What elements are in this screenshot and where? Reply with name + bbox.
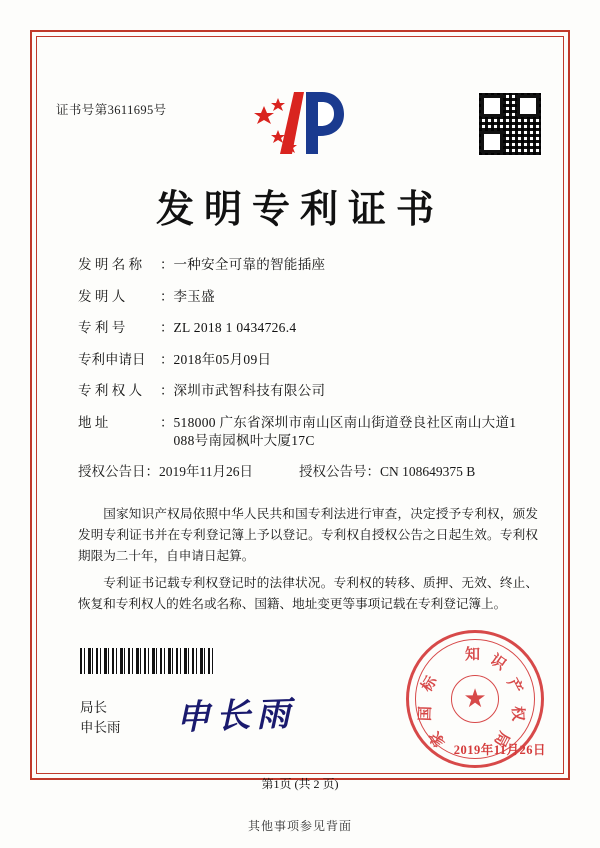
field-row-grant: [78, 463, 540, 481]
qr-code-icon: [478, 92, 542, 156]
field-label: 专 利 号: [78, 320, 126, 335]
address-line-1: 518000 广东省深圳市南山区南山街道登良社区南山大道1: [173, 414, 517, 430]
field-label: 发 明 名 称: [78, 257, 143, 272]
certificate-number: 证书号第3611695号: [56, 103, 167, 117]
field-label: 专利申请日: [78, 351, 146, 367]
signature-role: 局长: [80, 700, 107, 715]
seal-char-1: 知: [465, 647, 481, 663]
grant-number-value: CN 108649375 B: [380, 464, 476, 479]
seal-char-6: 家: [427, 728, 449, 750]
field-label: 地 址: [78, 414, 109, 430]
field-label: 专 利 权 人: [78, 383, 143, 398]
field-value: 一种安全可靠的智能插座: [173, 257, 326, 272]
grant-date-group: 授权公告日：2019年11月26日: [78, 464, 253, 479]
seal-char-8: 标: [419, 673, 441, 695]
field-row-patentee: [78, 382, 540, 400]
signature-block: [80, 698, 121, 738]
seal-char-4: 权: [508, 705, 526, 722]
grant-date-value: 2019年11月26日: [159, 464, 253, 479]
field-value: 深圳市武智科技有限公司: [173, 383, 326, 398]
footer-note: 其他事项参见背面: [247, 819, 352, 833]
barcode-icon: [80, 648, 216, 674]
field-colon: ：: [160, 257, 174, 272]
paragraph-2: 专利证书记载专利权登记时的法律状况。专利权的转移、质押、无效、终止、恢复和专利权人的姓名或名称、国籍、地址变更等事项记载在专利登记簿上。: [78, 576, 538, 611]
grant-number-group: 授权公告号：CN 108649375 B: [299, 464, 476, 479]
handwritten-signature: 申长雨: [175, 695, 297, 738]
grant-number-label: 授权公告号: [299, 464, 367, 479]
field-colon: ：: [160, 414, 174, 430]
field-row-patent-number: [78, 319, 540, 337]
seal-emblem-icon: ★: [451, 675, 499, 723]
field-value-address: [174, 414, 541, 450]
page-indicator: 第1页 (共 2 页): [261, 777, 339, 791]
page-title: 发明专利证书: [155, 189, 444, 231]
field-colon: ：: [160, 320, 174, 335]
signature-name: 申长雨: [80, 720, 121, 735]
field-colon: ：: [160, 383, 174, 398]
paragraph-1: 国家知识产权局依照中华人民共和国专利法进行审查，决定授予专利权，颁发发明专利证书并在专利登记簿上予以登记。专利权自授权公告之日起生效。专利权期限为二十年，自申请日起算。: [78, 507, 538, 563]
field-label: 发 明 人: [78, 288, 126, 304]
seal-char-2: 识: [486, 651, 509, 674]
cnipa-logo-icon: [248, 88, 358, 158]
seal-char-7: 国: [417, 705, 435, 722]
field-value: 2018年05月09日: [173, 351, 272, 367]
field-row-inventor: [78, 288, 540, 306]
field-value: ZL 2018 1 0434726.4: [173, 320, 297, 335]
field-row-invention-name: [78, 256, 540, 274]
seal-char-3: 产: [503, 675, 525, 697]
seal-char-5: 局: [490, 728, 512, 750]
legal-text: [78, 504, 538, 621]
field-row-address: [78, 414, 540, 450]
field-value: 李玉盛: [173, 288, 215, 304]
field-row-application-date: [78, 351, 540, 369]
field-colon: ：: [160, 288, 174, 304]
address-line-2: 088号南园枫叶大厦17C: [173, 432, 315, 448]
seal-date: 2019年11月26日: [453, 743, 546, 757]
grant-date-label: 授权公告日: [78, 464, 146, 479]
field-colon: ：: [160, 351, 174, 367]
field-list: [78, 256, 540, 495]
